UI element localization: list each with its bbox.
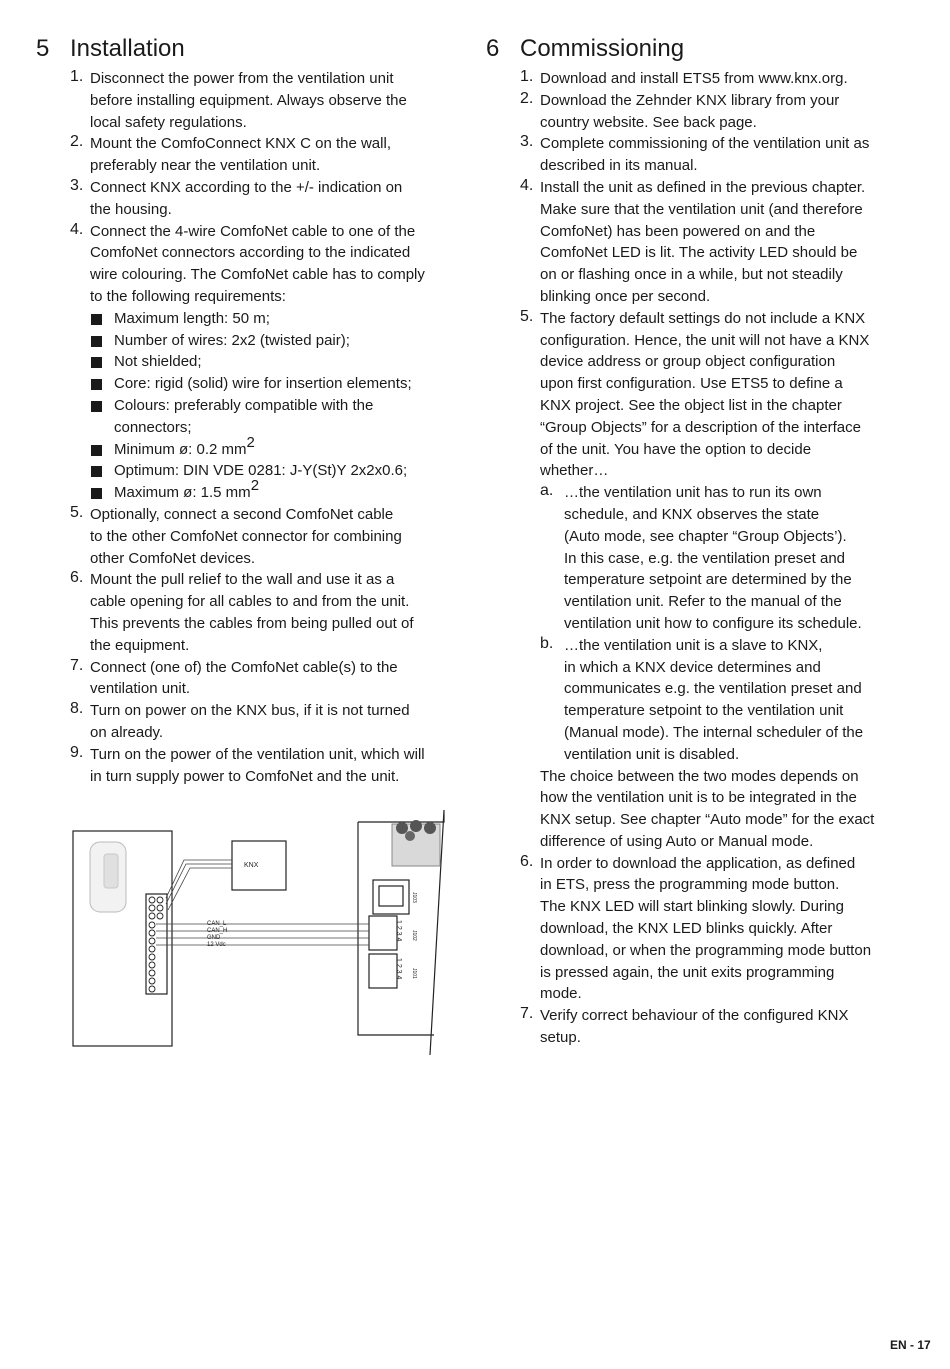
text-line xyxy=(90,286,460,308)
line-text: …the ventilation unit has to run its own xyxy=(564,484,822,502)
text-line xyxy=(90,504,460,526)
text-line xyxy=(114,395,460,417)
line-text: Optionally, connect a second ComfoNet cable xyxy=(90,505,394,523)
text-line xyxy=(114,351,460,373)
text-line xyxy=(90,635,460,657)
item-number: 5. xyxy=(520,307,534,325)
text-line xyxy=(540,286,910,308)
text-line xyxy=(90,613,460,635)
commissioning-steps xyxy=(486,68,910,482)
install-step-later-4 xyxy=(36,700,460,744)
text-line xyxy=(564,569,910,591)
section-title: Commissioning xyxy=(520,35,685,62)
line-text: to the following requirements: xyxy=(90,287,286,305)
line-text: Colours: preferably compatible with the xyxy=(114,396,374,414)
line-text: in turn supply power to ComfoNet and the unit. xyxy=(90,767,400,785)
requirement-5 xyxy=(36,395,460,439)
line-text: the housing. xyxy=(90,200,172,218)
line-text: device address or group object configuration xyxy=(540,353,836,371)
requirement-4 xyxy=(36,373,460,395)
page-number: EN - 17 xyxy=(890,1338,931,1352)
text-line xyxy=(90,700,460,722)
commission-step-1 xyxy=(486,68,910,90)
line-text: upon first configuration. Use ETS5 to define a xyxy=(540,375,843,393)
requirement-8 xyxy=(36,477,460,504)
line-text: Make sure that the ventilation unit (and therefore xyxy=(540,200,863,218)
text-line xyxy=(540,962,910,984)
item-number: 4. xyxy=(520,176,534,194)
line-text: blinking once per second. xyxy=(540,287,711,305)
line-text: mode. xyxy=(540,985,582,1003)
text-line xyxy=(564,591,910,613)
bullet-square-icon xyxy=(91,466,102,477)
text-line xyxy=(540,242,910,264)
requirement-6 xyxy=(36,433,460,461)
item-number: 7. xyxy=(70,656,84,674)
commission-step-5 xyxy=(486,308,910,482)
line-text: configuration. Hence, the unit will not have a KNX xyxy=(540,331,870,349)
text-line xyxy=(540,112,910,134)
comfonet-wires xyxy=(156,924,369,945)
item-number: a. xyxy=(540,482,554,500)
text-line xyxy=(114,330,460,352)
text-line xyxy=(114,460,460,482)
section-title: Installation xyxy=(70,35,185,62)
commission-step-later-2 xyxy=(486,1005,910,1049)
line-text: Mount the pull relief to the wall and use it as a xyxy=(90,571,395,589)
text-line xyxy=(540,853,910,875)
text-line xyxy=(564,657,910,679)
connector-block-j101 xyxy=(369,954,397,988)
install-step-4 xyxy=(36,221,460,308)
text-line xyxy=(540,177,910,199)
text-line xyxy=(90,766,460,788)
line-text: described in its manual. xyxy=(540,157,698,175)
item-number: 7. xyxy=(520,1005,534,1023)
line-text: Verify correct behaviour of the configured KNX xyxy=(540,1007,849,1025)
installation-heading xyxy=(36,34,460,64)
superscript: 2 xyxy=(250,477,260,495)
line-text: in which a KNX device determines and xyxy=(564,658,821,676)
line-text: wire colouring. The ComfoNet cable has to comply xyxy=(90,266,425,284)
text-line xyxy=(564,548,910,570)
line-text: of the unit. You have the option to decide xyxy=(540,440,812,458)
text-line xyxy=(540,68,910,90)
text-line xyxy=(540,417,910,439)
text-line xyxy=(540,199,910,221)
text-line xyxy=(90,591,460,613)
line-text: Maximum ø: 1.5 mm xyxy=(114,484,251,502)
text-line xyxy=(540,940,910,962)
text-line xyxy=(540,1005,910,1027)
text-line: how the ventilation unit is to be integrated in the xyxy=(540,789,857,807)
text-line xyxy=(540,439,910,461)
mode-option-2 xyxy=(486,635,910,766)
line-text: Mount the ComfoConnect KNX C on the wall, xyxy=(90,135,391,153)
line-text: The factory default settings do not include a KNX xyxy=(540,309,866,327)
requirement-3 xyxy=(36,351,460,373)
installation-steps-continued xyxy=(36,504,460,787)
line-text: …the ventilation unit is a slave to KNX, xyxy=(564,636,823,654)
commission-step-4 xyxy=(486,177,910,308)
mode-choice-paragraph xyxy=(486,766,910,853)
text-line xyxy=(540,1027,910,1049)
line-text: temperature setpoint to the ventilation unit xyxy=(564,702,844,720)
text-line xyxy=(540,330,910,352)
item-number: 1. xyxy=(520,68,534,85)
install-step-later-5 xyxy=(36,744,460,788)
line-text: country website. See back page. xyxy=(540,113,757,131)
line-text: the equipment. xyxy=(90,636,190,654)
line-text: connectors; xyxy=(114,418,192,436)
bullet-square-icon xyxy=(91,445,102,456)
knx-box-label: KNX xyxy=(244,862,259,869)
text-line xyxy=(90,548,460,570)
item-number: 6. xyxy=(520,852,534,870)
line-text: Install the unit as defined in the previous chapter. xyxy=(540,178,866,196)
wiring-diagram xyxy=(66,800,456,1060)
bullet-square-icon xyxy=(91,336,102,347)
line-text: Turn on the power of the ventilation unit, which will xyxy=(90,745,425,763)
port-label-j102: J102 xyxy=(411,930,417,941)
line-text: Core: rigid (solid) wire for insertion elements; xyxy=(114,375,412,393)
text-line xyxy=(90,722,460,744)
terminal-numbers-j102: 1 2 3 4 xyxy=(395,920,402,942)
requirement-2 xyxy=(36,330,460,352)
line-text: Not shielded; xyxy=(114,353,202,371)
item-number: 1. xyxy=(70,68,84,85)
item-number: b. xyxy=(540,634,554,652)
line-text: Download and install ETS5 from www.knx.org. xyxy=(540,70,848,87)
text-line xyxy=(540,460,910,482)
text-line xyxy=(90,526,460,548)
text-line xyxy=(564,635,910,657)
install-step-2 xyxy=(36,133,460,177)
text-line xyxy=(114,433,460,461)
text-line xyxy=(564,482,910,504)
line-text: (Manual mode). The internal scheduler of the xyxy=(564,723,864,741)
requirement-1 xyxy=(36,308,460,330)
terminal-numbers-j101: 1 2 3 4 xyxy=(395,958,402,980)
mode-options xyxy=(486,482,910,765)
line-text: local safety regulations. xyxy=(90,113,247,131)
line-text: is pressed again, the unit exits programming xyxy=(540,963,835,981)
text-line xyxy=(564,722,910,744)
text-line xyxy=(540,264,910,286)
line-text: Optimum: DIN VDE 0281: J-Y(St)Y 2x2x0.6; xyxy=(114,462,408,480)
text-line xyxy=(564,504,910,526)
text-line xyxy=(90,744,460,766)
line-text: ventilation unit. Refer to the manual of the xyxy=(564,593,842,611)
text-line xyxy=(564,678,910,700)
line-text: download, or when the programming mode button xyxy=(540,941,872,959)
commission-step-2 xyxy=(486,90,910,134)
text-line xyxy=(90,90,460,112)
item-number: 2. xyxy=(70,133,84,151)
line-text: The KNX LED will start blinking slowly. During xyxy=(540,898,844,916)
installation-section xyxy=(36,34,460,787)
item-number: 4. xyxy=(70,220,84,238)
line-text: This prevents the cables from being pulled out of xyxy=(90,614,414,632)
superscript: 2 xyxy=(246,433,255,451)
bullet-square-icon xyxy=(91,401,102,412)
item-number: 6. xyxy=(70,569,84,587)
line-text: In this case, e.g. the ventilation preset and xyxy=(564,549,846,567)
cable-requirements xyxy=(36,308,460,504)
wire-label-can-l: CAN_L xyxy=(207,921,227,927)
commission-step-3 xyxy=(486,133,910,177)
line-text: download, the KNX LED blinks quickly. After xyxy=(540,920,833,938)
text-line xyxy=(540,221,910,243)
install-step-3 xyxy=(36,177,460,221)
port-label-j101: J101 xyxy=(411,968,417,979)
line-text: Turn on power on the KNX bus, if it is not turned xyxy=(90,702,410,720)
knx-bus-wires xyxy=(166,860,232,910)
text-line xyxy=(540,133,910,155)
text-line xyxy=(90,133,460,155)
line-text: Maximum length: 50 m; xyxy=(114,309,270,327)
knx-box xyxy=(232,841,286,890)
text-line xyxy=(90,569,460,591)
text-line xyxy=(540,308,910,330)
text-line xyxy=(564,613,910,635)
wire-label-12vdc: 12 Vdc xyxy=(207,942,226,948)
text-line xyxy=(540,395,910,417)
line-text: In order to download the application, as defined xyxy=(540,854,856,872)
line-text: (Auto mode, see chapter “Group Objects’). xyxy=(564,527,847,545)
installation-steps xyxy=(36,68,460,308)
line-text: ventilation unit how to configure its schedule. xyxy=(564,614,862,632)
line-text: on or flashing once in a while, but not steadily xyxy=(540,266,843,284)
line-text: Connect (one of) the ComfoNet cable(s) to the xyxy=(90,658,398,676)
text-line xyxy=(90,155,460,177)
line-text: Connect the 4-wire ComfoNet cable to one of the xyxy=(90,222,416,240)
bullet-square-icon xyxy=(91,357,102,368)
line-text: preferably near the ventilation unit. xyxy=(90,157,321,175)
commissioning-steps-continued xyxy=(486,853,910,1049)
line-text: ComfoNet LED is lit. The activity LED should be xyxy=(540,244,858,262)
text-line xyxy=(90,657,460,679)
line-text: ComfoNet) has been powered on and the xyxy=(540,222,816,240)
text-line xyxy=(90,264,460,286)
line-text: temperature setpoint are determined by the xyxy=(564,571,852,589)
install-step-later-1 xyxy=(36,504,460,569)
mode-option-1 xyxy=(486,482,910,635)
text-line xyxy=(540,90,910,112)
text-line xyxy=(114,417,460,439)
text-line xyxy=(540,983,910,1005)
text-line: The choice between the two modes depends on xyxy=(540,767,859,785)
line-text: before installing equipment. Always observe the xyxy=(90,91,407,109)
wire-label-gnd: GND xyxy=(207,935,221,941)
line-text: cable opening for all cables to and from the unit. xyxy=(90,593,410,611)
line-text: setup. xyxy=(540,1029,581,1047)
line-text: KNX project. See the object list in the chapter xyxy=(540,396,842,414)
section-number: 5 xyxy=(36,35,50,62)
text-line xyxy=(540,351,910,373)
line-text: in ETS, press the programming mode button. xyxy=(540,876,840,894)
text-line xyxy=(114,373,460,395)
section-number: 6 xyxy=(486,35,500,62)
text-line xyxy=(90,242,460,264)
text-line xyxy=(540,896,910,918)
item-number: 3. xyxy=(70,176,84,194)
text-line xyxy=(564,700,910,722)
line-text: ComfoNet connectors according to the indicated xyxy=(90,244,411,262)
item-number: 2. xyxy=(520,89,534,107)
text-line xyxy=(114,477,460,504)
line-text: schedule, and KNX observes the state xyxy=(564,505,820,523)
line-text: Connect KNX according to the +/- indication on xyxy=(90,178,403,196)
bullet-square-icon xyxy=(91,488,102,499)
line-text: ventilation unit. xyxy=(90,680,191,698)
text-line xyxy=(564,526,910,548)
wire-label-can-h: CAN_H xyxy=(207,928,228,934)
text-line xyxy=(90,199,460,221)
commissioning-section xyxy=(486,34,910,1049)
line-text: on already. xyxy=(90,723,164,741)
item-number: 3. xyxy=(520,133,534,151)
text-line xyxy=(564,744,910,766)
line-text: to the other ComfoNet connector for combining xyxy=(90,527,402,545)
item-number: 9. xyxy=(70,743,84,761)
text-line: KNX setup. See chapter “Auto mode” for the exact xyxy=(540,811,875,829)
bullet-square-icon xyxy=(91,314,102,325)
text-line xyxy=(540,874,910,896)
device-illustration xyxy=(90,842,126,912)
text-line xyxy=(90,221,460,243)
line-text: Complete commissioning of the ventilation unit as xyxy=(540,135,870,153)
line-text: other ComfoNet devices. xyxy=(90,549,256,567)
line-text: communicates e.g. the ventilation preset and xyxy=(564,680,862,698)
commissioning-heading xyxy=(486,34,910,64)
install-step-1 xyxy=(36,68,460,133)
terminal-screws xyxy=(149,897,163,992)
line-text: Number of wires: 2x2 (twisted pair); xyxy=(114,331,350,349)
rj45-port xyxy=(373,880,409,914)
install-step-later-2 xyxy=(36,569,460,656)
line-text: whether… xyxy=(540,462,609,480)
line-text: Minimum ø: 0.2 mm xyxy=(114,440,247,458)
install-step-later-3 xyxy=(36,657,460,701)
line-text: ventilation unit is disabled. xyxy=(564,745,740,763)
line-text: Download the Zehnder KNX library from your xyxy=(540,91,840,109)
connector-block-j102 xyxy=(369,916,397,950)
text-line xyxy=(90,678,460,700)
text-line xyxy=(90,68,460,90)
ventilation-unit-illustration xyxy=(392,820,440,866)
text-line xyxy=(540,155,910,177)
text-line xyxy=(90,177,460,199)
commission-step-later-1 xyxy=(486,853,910,1006)
text-line xyxy=(114,308,460,330)
text-line xyxy=(90,112,460,134)
bullet-square-icon xyxy=(91,379,102,390)
line-text: “Group Objects” for a description of the interface xyxy=(540,418,861,436)
requirement-7 xyxy=(36,460,460,482)
line-text: Disconnect the power from the ventilation unit xyxy=(90,70,394,87)
text-line xyxy=(540,918,910,940)
item-number: 5. xyxy=(70,503,84,521)
item-number: 8. xyxy=(70,700,84,718)
port-label-j103: J103 xyxy=(411,892,417,903)
text-line xyxy=(540,373,910,395)
text-line: difference of using Auto or Manual mode. xyxy=(540,832,814,850)
